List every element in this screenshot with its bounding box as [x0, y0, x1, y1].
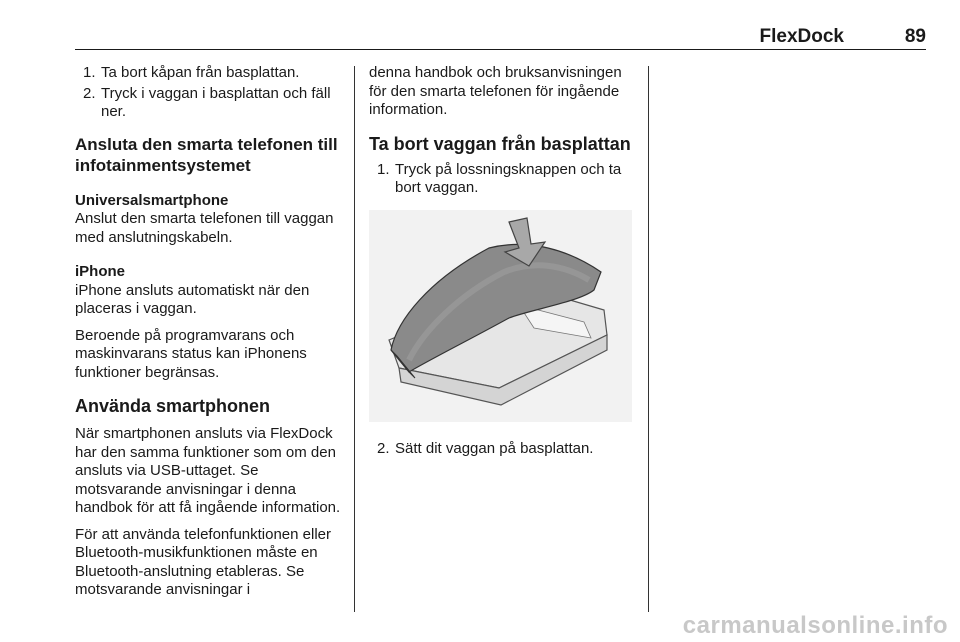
attach-steps-list [369, 440, 637, 459]
step-text: Ta bort kåpan från basplattan. [101, 64, 300, 81]
step-number: 1. [83, 64, 96, 81]
heading-remove-cradle: Ta bort vaggan från basplattan [369, 133, 631, 154]
subheading-universal: Universalsmartphone [75, 191, 229, 209]
step-number: 2. [83, 84, 96, 102]
removal-steps-list [75, 64, 343, 122]
use-text-2: För att använda telefonfunktionen eller Bluetooth-musikfunktionen måste en Bluetooth-anslutning etableras. Se motsvarande anvisningar i [75, 525, 332, 598]
watermark-text: carmanualsonline.info [682, 612, 948, 639]
list-item [369, 440, 637, 459]
column-divider [354, 66, 355, 612]
list-item [75, 64, 343, 83]
step-number: 2. [377, 439, 390, 457]
heading-connect-smartphone: Ansluta den smarta telefonen till infotainmentsystemet [75, 134, 338, 175]
continued-text: denna handbok och bruksanvisningen för den smarta telefonen för ingående information. [369, 64, 622, 118]
remove-steps-list [369, 161, 637, 198]
page-number: 89 [904, 26, 926, 47]
step-text: Tryck i vaggan i basplattan och fäll ner. [101, 84, 331, 120]
list-item [75, 85, 343, 122]
subheading-iphone: iPhone [75, 263, 126, 280]
cradle-illustration [369, 210, 632, 422]
list-item [369, 161, 637, 198]
right-column [369, 64, 637, 460]
section-title: FlexDock [759, 26, 844, 47]
universal-text: Anslut den smarta telefonen till vaggan med anslutningskabeln. [75, 210, 334, 246]
step-text: Sätt dit vaggan på basplattan. [395, 439, 594, 457]
page-header [75, 24, 926, 50]
step-text: Tryck på lossningsknappen och ta bort vaggan. [395, 160, 622, 196]
use-text-1: När smartphonen ansluts via FlexDock har den samma funktioner som om den ansluts via USB-uttaget. Se motsvarande anvisningar i denna handbok för att få ingående information. [75, 425, 341, 516]
iphone-note: Beroende på programvarans och maskinvarans status kan iPhonens funktioner begränsas. [75, 326, 307, 381]
iphone-text: iPhone ansluts automatiskt när den placeras i vaggan. [75, 281, 310, 317]
heading-use-smartphone: Använda smartphonen [75, 396, 271, 416]
step-number: 1. [377, 160, 390, 178]
left-column [75, 64, 343, 608]
column-divider-right [648, 66, 649, 612]
cradle-drawing [369, 210, 632, 422]
